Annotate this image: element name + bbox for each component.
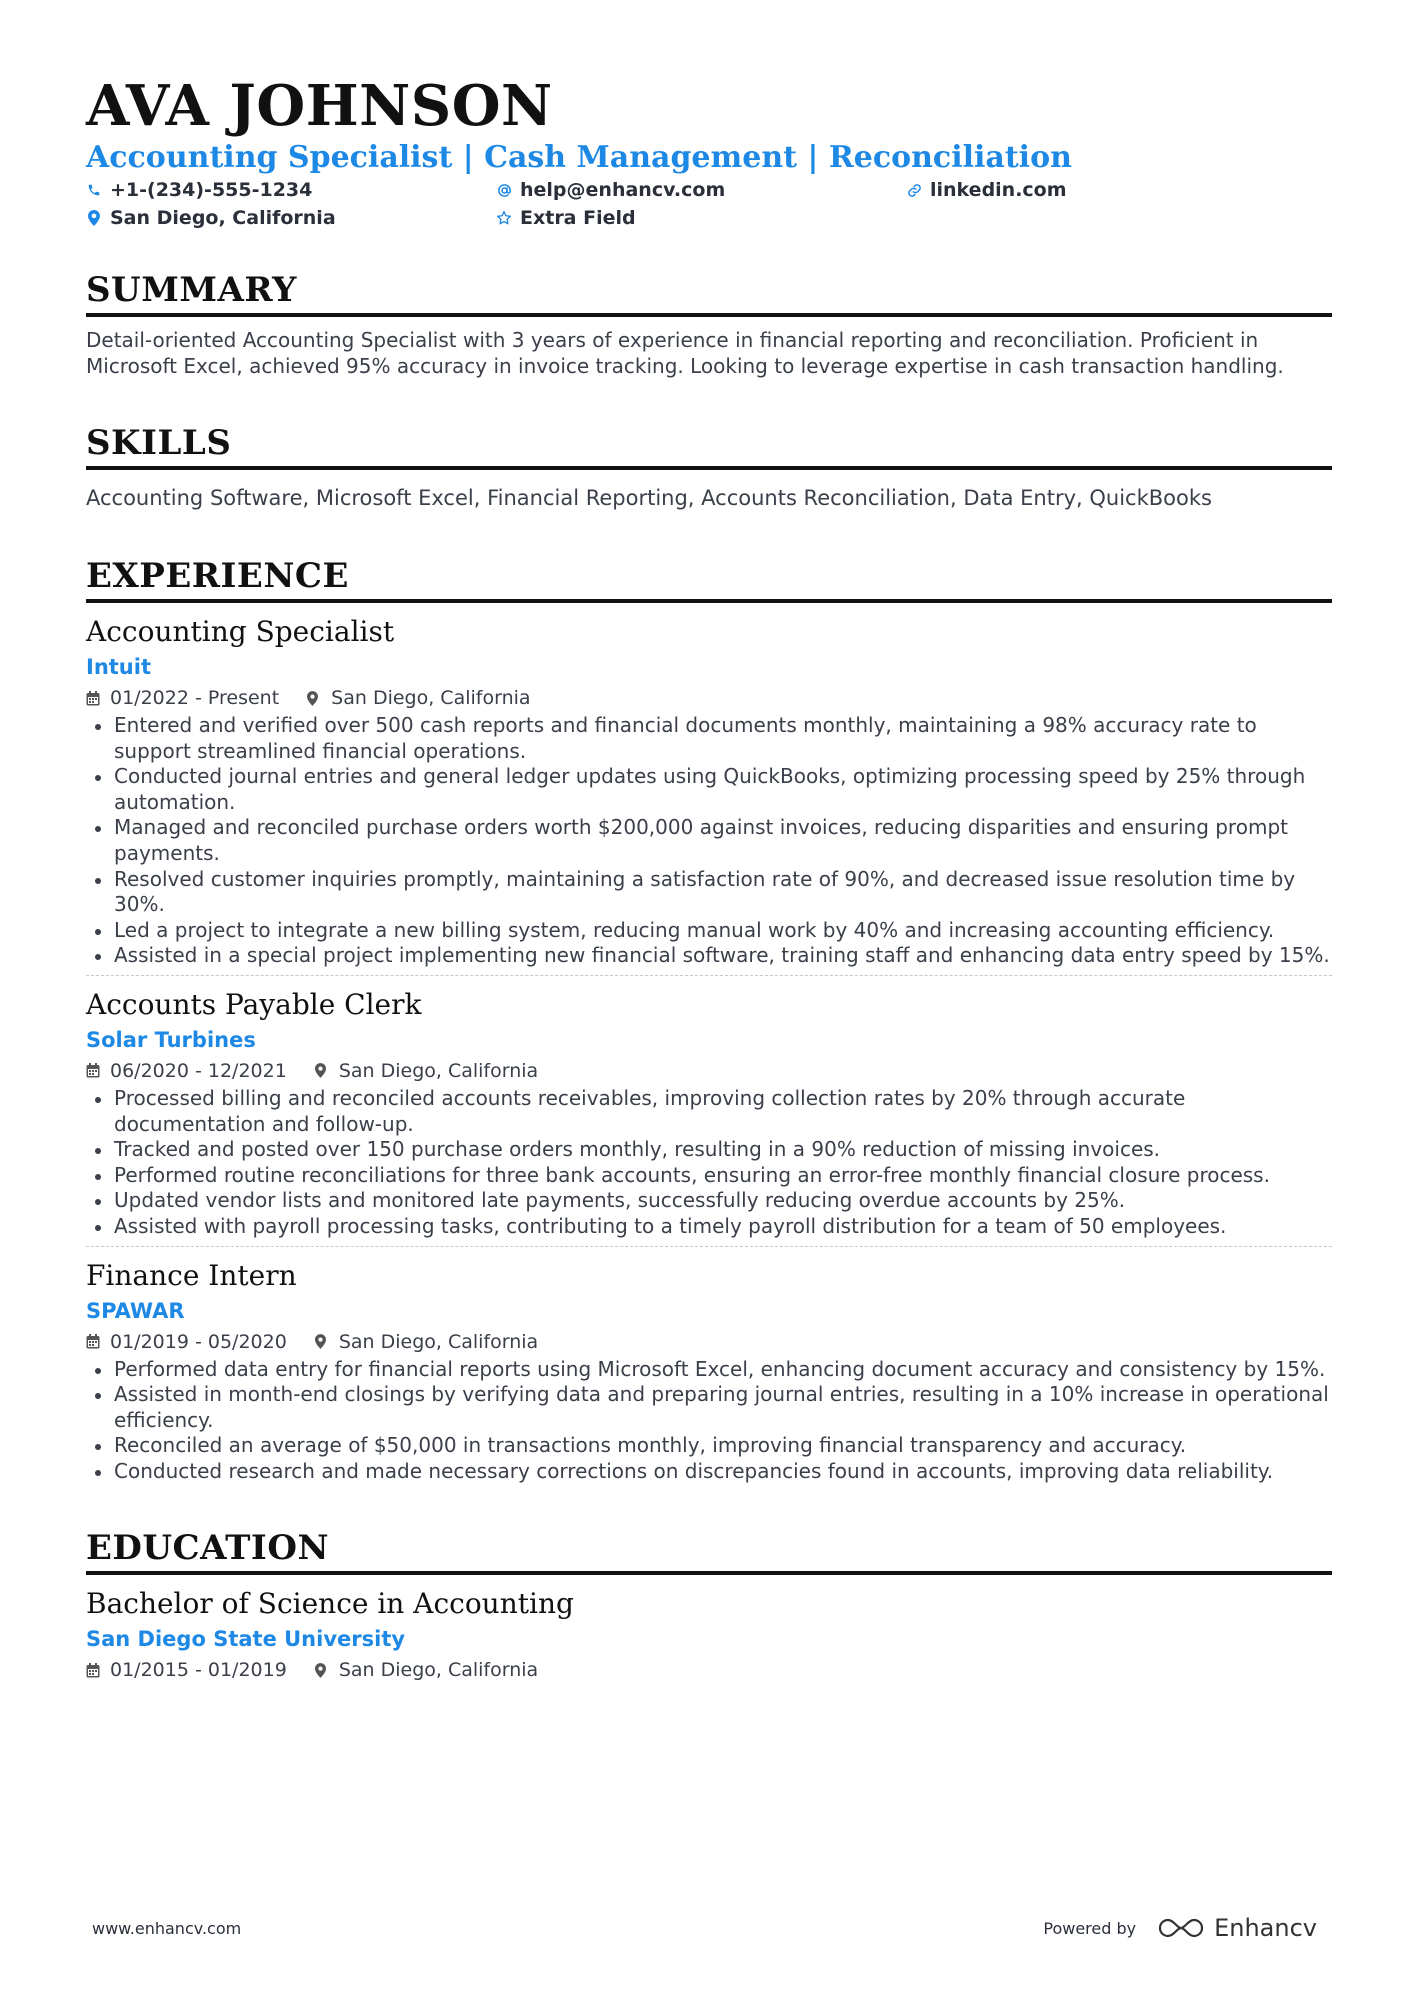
contact-email[interactable] — [496, 178, 906, 202]
email-text: help@enhancv.com — [520, 179, 726, 201]
enhancv-logo[interactable] — [1158, 1914, 1317, 1942]
bullet-item: Assisted with payroll processing tasks, contributing to a timely payroll distribution for a team of 50 employees. — [86, 1214, 1332, 1240]
extra-text: Extra Field — [520, 207, 636, 229]
job-title: Finance Intern — [86, 1258, 297, 1292]
education-location: San Diego, California — [338, 1659, 539, 1682]
bullet-item: Updated vendor lists and monitored late payments, successfully reducing overdue accounts by 25%. — [86, 1188, 1332, 1214]
at-icon — [496, 182, 512, 198]
powered-by-label: Powered by — [1043, 1918, 1137, 1938]
bullet-item: Reconciled an average of $50,000 in transactions monthly, improving financial transparency and accuracy. — [86, 1433, 1332, 1459]
job-bullets — [86, 1086, 1332, 1240]
calendar-icon — [86, 690, 100, 706]
summary-title: SUMMARY — [86, 270, 1332, 317]
bullet-item: Conducted research and made necessary corrections on discrepancies found in accounts, improving data reliability. — [86, 1459, 1332, 1485]
calendar-icon — [86, 1063, 100, 1079]
job-bullets — [86, 1357, 1332, 1485]
summary-text: Detail-oriented Accounting Specialist with 3 years of experience in financial reporting and reconciliation. Proficient in Microsoft Excel, achieved 95% accuracy in invoice tracking. Looking to leverage expertise in cash transaction handling. — [86, 328, 1284, 378]
contact-location — [86, 206, 496, 230]
job-meta — [86, 685, 1332, 711]
experience-title: EXPERIENCE — [86, 556, 1332, 603]
bullet-item: Assisted in a special project implementing new financial software, training staff and enhancing data entry speed by 15%. — [86, 943, 1332, 969]
brand-name: Enhancv — [1214, 1914, 1317, 1942]
skills-section — [86, 423, 1332, 512]
education-entry — [86, 1587, 1332, 1689]
job-dates: 01/2019 - 05/2020 — [110, 1330, 287, 1353]
location-pin-icon — [315, 1662, 329, 1678]
company-name[interactable]: Intuit — [86, 655, 151, 679]
bullet-item: Led a project to integrate a new billing system, reducing manual work by 40% and increasing accounting efficiency. — [86, 918, 1332, 944]
page-footer — [92, 1914, 1317, 1942]
contact-phone[interactable] — [86, 178, 496, 202]
job-title: Accounts Payable Clerk — [86, 987, 422, 1021]
powered-by — [1043, 1914, 1317, 1942]
skills-text: Accounting Software, Microsoft Excel, Financial Reporting, Accounts Reconciliation, Data Entry, QuickBooks — [86, 486, 1212, 510]
phone-text: +1-(234)-555-1234 — [110, 179, 313, 201]
bullet-item: Entered and verified over 500 cash reports and financial documents monthly, maintaining a 98% accuracy rate to support streamlined financial operations. — [86, 713, 1332, 764]
experience-entry — [86, 615, 1332, 976]
job-meta — [86, 1329, 1332, 1355]
location-pin-icon — [315, 1063, 329, 1079]
company-name[interactable]: Solar Turbines — [86, 1027, 256, 1052]
contact-extra — [496, 206, 906, 230]
experience-entry — [86, 988, 1332, 1247]
calendar-icon — [86, 1662, 100, 1678]
resume-header — [86, 74, 1332, 230]
bullet-item: Managed and reconciled purchase orders worth $200,000 against invoices, reducing disparities and ensuring prompt payments. — [86, 815, 1332, 866]
location-text: San Diego, California — [110, 207, 336, 229]
degree-title: Bachelor of Science in Accounting — [86, 1587, 574, 1621]
location-pin-icon — [86, 210, 102, 226]
job-location: San Diego, California — [338, 1059, 539, 1082]
school-name[interactable]: San Diego State University — [86, 1627, 406, 1652]
contact-link[interactable] — [906, 178, 1316, 202]
job-dates: 01/2022 - Present — [110, 687, 280, 709]
calendar-icon — [86, 1334, 100, 1350]
contact-info — [86, 178, 1332, 230]
education-section — [86, 1528, 1332, 1689]
phone-icon — [86, 182, 102, 198]
company-name[interactable]: SPAWAR — [86, 1298, 185, 1323]
job-location: San Diego, California — [331, 687, 531, 709]
enhancv-logo-icon — [1158, 1916, 1204, 1940]
summary-section — [86, 270, 1332, 379]
education-dates: 01/2015 - 01/2019 — [110, 1659, 287, 1682]
bullet-item: Performed routine reconciliations for three bank accounts, ensuring an error-free monthly financial closure process. — [86, 1163, 1332, 1189]
skills-title: SKILLS — [86, 423, 1332, 470]
experience-entry — [86, 1259, 1332, 1491]
bullet-item: Performed data entry for financial reports using Microsoft Excel, enhancing document accuracy and consistency by 15%. — [86, 1357, 1332, 1383]
bullet-item: Resolved customer inquiries promptly, maintaining a satisfaction rate of 90%, and decreased issue resolution time by 30%. — [86, 867, 1332, 918]
job-dates: 06/2020 - 12/2021 — [110, 1059, 287, 1082]
bullet-item: Assisted in month-end closings by verifying data and preparing journal entries, resulting in a 10% increase in operational efficiency. — [86, 1382, 1332, 1433]
footer-website[interactable]: www.enhancv.com — [92, 1918, 242, 1938]
link-icon — [906, 182, 922, 198]
candidate-name: AVA JOHNSON — [86, 73, 553, 139]
location-pin-icon — [315, 1334, 329, 1350]
candidate-headline: Accounting Specialist | Cash Management | Reconciliation — [86, 140, 1072, 175]
location-pin-icon — [307, 690, 321, 706]
resume-page — [86, 74, 1332, 1689]
job-location: San Diego, California — [338, 1330, 539, 1353]
link-text: linkedin.com — [930, 179, 1067, 201]
education-meta — [86, 1657, 1332, 1683]
education-title: EDUCATION — [86, 1528, 1332, 1575]
bullet-item: Conducted journal entries and general ledger updates using QuickBooks, optimizing processing speed by 25% through automation. — [86, 764, 1332, 815]
bullet-item: Tracked and posted over 150 purchase orders monthly, resulting in a 90% reduction of missing invoices. — [86, 1137, 1332, 1163]
job-bullets — [86, 713, 1332, 969]
experience-section — [86, 556, 1332, 1490]
job-meta — [86, 1058, 1332, 1084]
star-icon — [496, 210, 512, 226]
bullet-item: Processed billing and reconciled accounts receivables, improving collection rates by 20% through accurate documentation and follow-up. — [86, 1086, 1332, 1137]
job-title: Accounting Specialist — [86, 615, 395, 648]
